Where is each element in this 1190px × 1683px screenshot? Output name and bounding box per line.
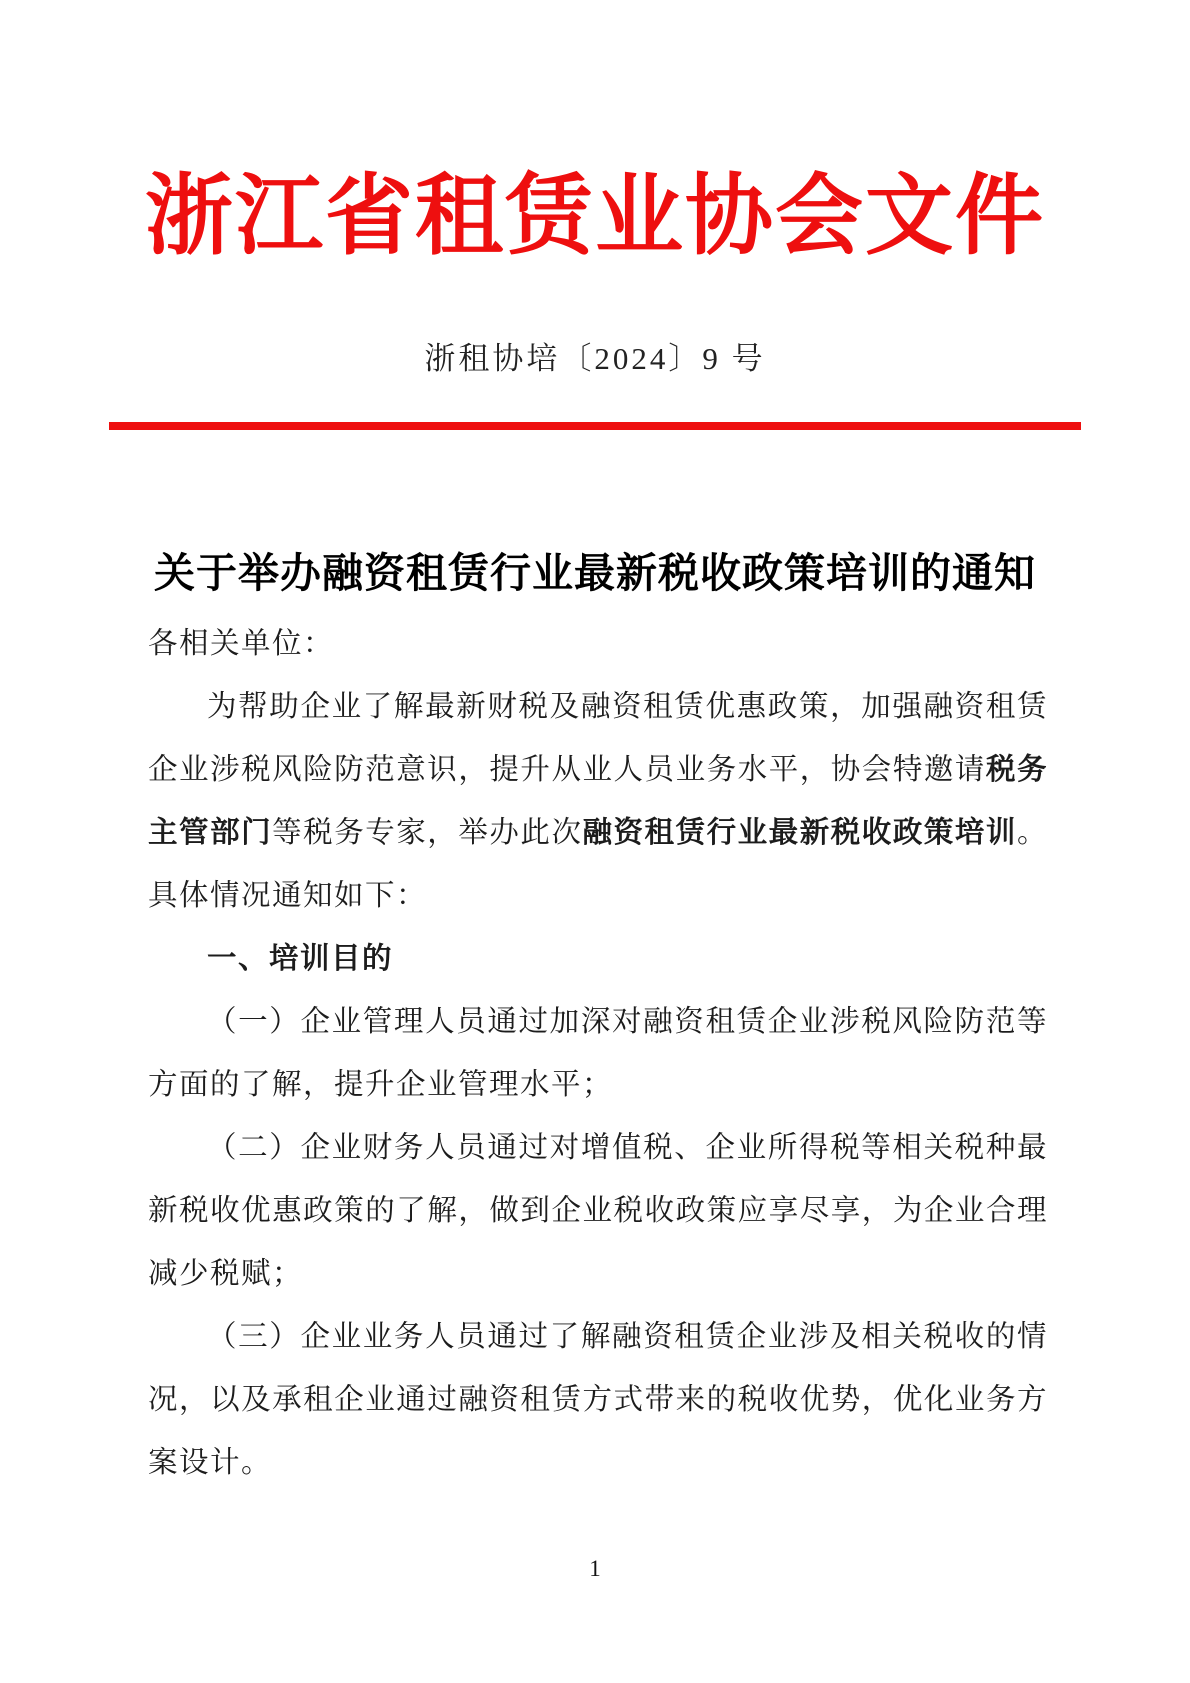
red-divider-line — [109, 422, 1081, 430]
intro-bold-tax-authority: 税务主管部门 — [148, 754, 1048, 849]
notice-body — [148, 613, 1048, 1495]
training-purpose-item-2: （二）企业财务人员通过对增值税、企业所得税等相关税种最新税收优惠政策的了解，做到企业税收政策应享尽享，为企业合理减少税赋； — [148, 1132, 1048, 1290]
training-purpose-item-3: （三）企业业务人员通过了解融资租赁企业涉及相关税收的情况，以及承租企业通过融资租赁方式带来的税收优势，优化业务方案设计。 — [148, 1321, 1048, 1479]
intro-paragraph — [148, 676, 1048, 928]
intro-text-3: 。具体情况通知如下： — [148, 817, 1048, 912]
intro-text-1: 为帮助企业了解最新财税及融资租赁优惠政策，加强融资租赁企业涉税风险防范意识，提升从业人员业务水平，协会特邀请 — [148, 691, 1048, 786]
intro-text-2: 等税务专家，举办此次 — [272, 817, 583, 849]
section-heading-training-purpose: 一、培训目的 — [207, 943, 394, 975]
page-number: 1 — [589, 1556, 601, 1581]
salutation: 各相关单位： — [148, 628, 335, 660]
intro-bold-training-name: 融资租赁行业最新税收政策培训 — [582, 817, 1017, 849]
document-number: 浙租协培〔2024〕9 号 — [424, 341, 766, 376]
letterhead-title: 浙江省租赁业协会文件 — [144, 169, 1045, 266]
training-purpose-item-1: （一）企业管理人员通过加深对融资租赁企业涉税风险防范等方面的了解，提升企业管理水平； — [148, 1006, 1048, 1101]
notice-title: 关于举办融资租赁行业最新税收政策培训的通知 — [154, 550, 1036, 596]
